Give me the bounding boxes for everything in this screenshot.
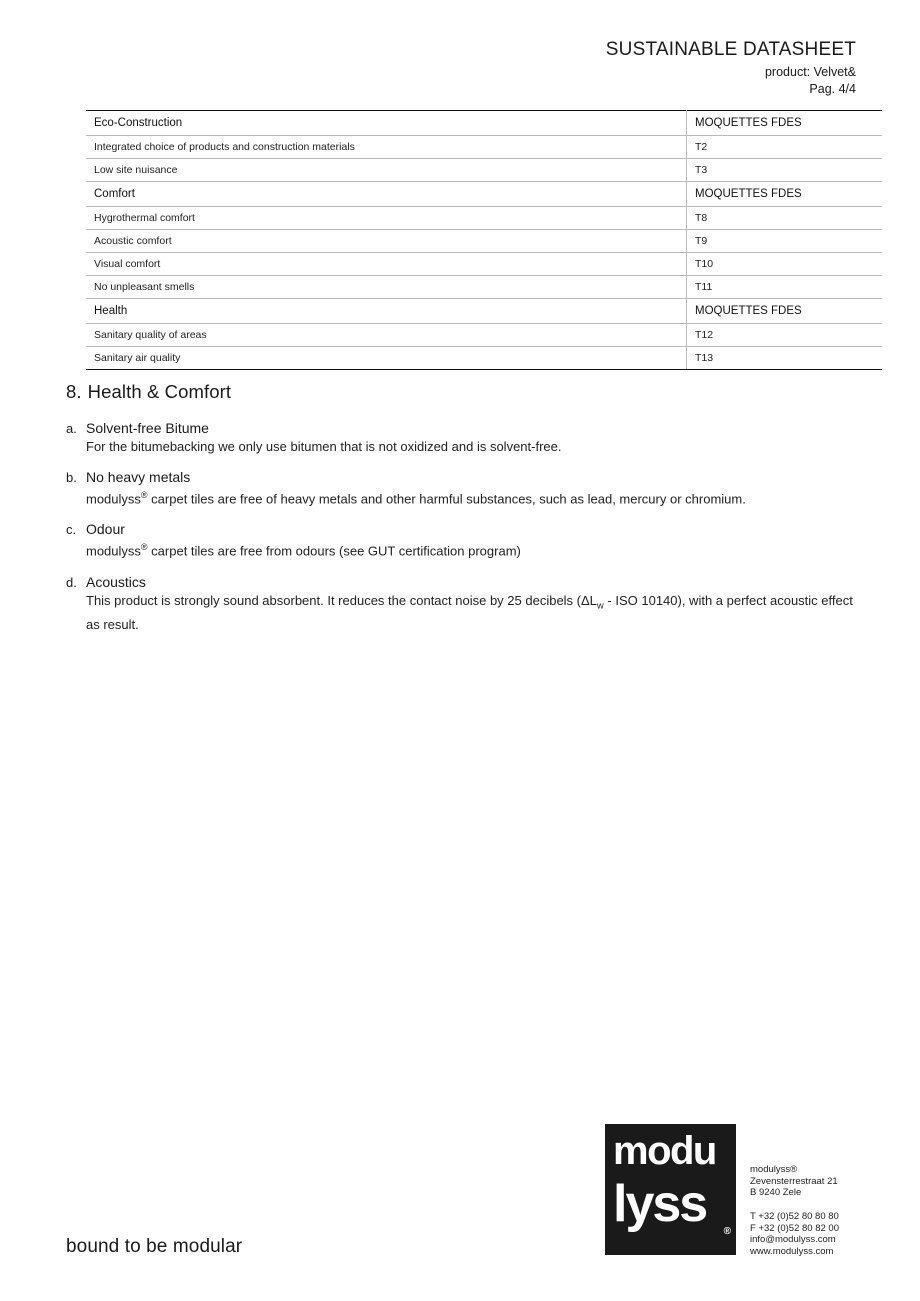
- item-letter: a.: [66, 421, 77, 436]
- table-row: [86, 347, 882, 370]
- table-section-value-header: MOQUETTES FDES: [687, 299, 883, 324]
- table-cell-code: T8: [687, 207, 883, 230]
- item-body: [86, 486, 866, 508]
- list-item: [66, 419, 866, 456]
- company-fax: F +32 (0)52 80 82 00: [750, 1222, 839, 1234]
- document-header: [606, 38, 856, 98]
- item-body: [86, 538, 866, 560]
- item-body: For the bitumebacking we only use bitumen that is not oxidized and is solvent-free.: [86, 439, 562, 454]
- company-street: Zevensterrestraat 21: [750, 1175, 838, 1187]
- item-body-text-cont: - ISO 10140), with a perfect acoustic effect as result.: [86, 592, 853, 633]
- logo-text-top: modu: [613, 1129, 716, 1173]
- company-city: B 9240 Zele: [750, 1187, 802, 1198]
- item-title: Acoustics: [86, 573, 146, 590]
- table-section-value-header: MOQUETTES FDES: [687, 111, 883, 136]
- registered-icon: ®: [140, 490, 148, 500]
- table-cell-code: T3: [687, 159, 883, 182]
- header-title: SUSTAINABLE DATASHEET: [605, 39, 856, 60]
- table-section-row: [86, 299, 882, 324]
- table-section-value-header: MOQUETTES FDES: [687, 182, 883, 207]
- table-cell-criterion: Acoustic comfort: [86, 230, 687, 253]
- table-section-row: [86, 182, 882, 207]
- table-cell-criterion: Sanitary air quality: [86, 347, 687, 370]
- table-section-label: Health: [86, 299, 687, 324]
- list-item: [66, 520, 866, 560]
- table-cell-criterion: Hygrothermal comfort: [86, 207, 687, 230]
- subscript-w: w: [596, 600, 604, 612]
- item-letter: d.: [66, 574, 77, 590]
- table-cell-criterion: No unpleasant smells: [86, 276, 687, 299]
- logo-registered-icon: ®: [723, 1226, 731, 1237]
- page-title: [66, 381, 231, 403]
- brand-name: modulyss: [86, 543, 141, 559]
- table-cell-code: T11: [687, 276, 883, 299]
- table-cell-criterion: Sanitary quality of areas: [86, 324, 687, 347]
- table-cell-code: T10: [687, 253, 883, 276]
- company-website[interactable]: www.modulyss.com: [750, 1245, 834, 1257]
- section-number: 8.: [66, 381, 82, 402]
- table-cell-code: T9: [687, 230, 883, 253]
- item-body-text: carpet tiles are free from odours (see GUT certification program): [147, 543, 521, 559]
- table-row: [86, 136, 882, 159]
- header-product: product: Velvet&: [764, 65, 856, 79]
- logo-text-bottom: lyss: [613, 1175, 707, 1233]
- item-body: [86, 591, 866, 635]
- list-item: [66, 573, 866, 635]
- table-cell-criterion: Visual comfort: [86, 253, 687, 276]
- table-row: [86, 230, 882, 253]
- item-letter: b.: [66, 470, 77, 485]
- table-row: [86, 324, 882, 347]
- header-page-number: Pag. 4/4: [809, 82, 856, 96]
- company-name: modulyss®: [750, 1164, 798, 1175]
- company-contact: [750, 1211, 839, 1257]
- table-section-label: Comfort: [86, 182, 687, 207]
- table-cell-code: T12: [687, 324, 883, 347]
- fdes-table: [86, 110, 882, 370]
- table-row: [86, 207, 882, 230]
- item-body-text: This product is strongly sound absorbent. It reduces the contact noise by 25 decibels (ΔL: [86, 592, 597, 608]
- item-title: No heavy metals: [86, 469, 191, 485]
- table-section-row: [86, 111, 882, 136]
- table-section-label: Eco-Construction: [86, 111, 687, 136]
- company-address: [750, 1164, 838, 1199]
- brand-name: modulyss: [86, 491, 141, 507]
- table-row: [86, 253, 882, 276]
- table-cell-code: T13: [687, 347, 883, 370]
- table-cell-criterion: Integrated choice of products and construction materials: [86, 136, 687, 159]
- company-telephone: T +32 (0)52 80 80 80: [750, 1211, 839, 1222]
- table-cell-code: T2: [687, 136, 883, 159]
- table-row: [86, 276, 882, 299]
- item-body-text: carpet tiles are free of heavy metals and other harmful substances, such as lead, mercury or chromium.: [147, 491, 746, 507]
- company-email[interactable]: info@modulyss.com: [750, 1234, 836, 1245]
- footer-tagline: bound to be modular: [66, 1236, 243, 1257]
- items-list: [66, 419, 866, 646]
- table-cell-criterion: Low site nuisance: [86, 159, 687, 182]
- registered-icon: ®: [140, 542, 148, 553]
- modulyss-logo: [605, 1124, 736, 1255]
- item-title: Odour: [86, 521, 125, 538]
- table-row: [86, 159, 882, 182]
- list-item: [66, 468, 866, 508]
- section-title: Health & Comfort: [87, 381, 232, 402]
- item-letter: c.: [66, 522, 77, 538]
- fdes-table-container: [86, 110, 853, 370]
- item-title: Solvent-free Bitume: [86, 420, 209, 436]
